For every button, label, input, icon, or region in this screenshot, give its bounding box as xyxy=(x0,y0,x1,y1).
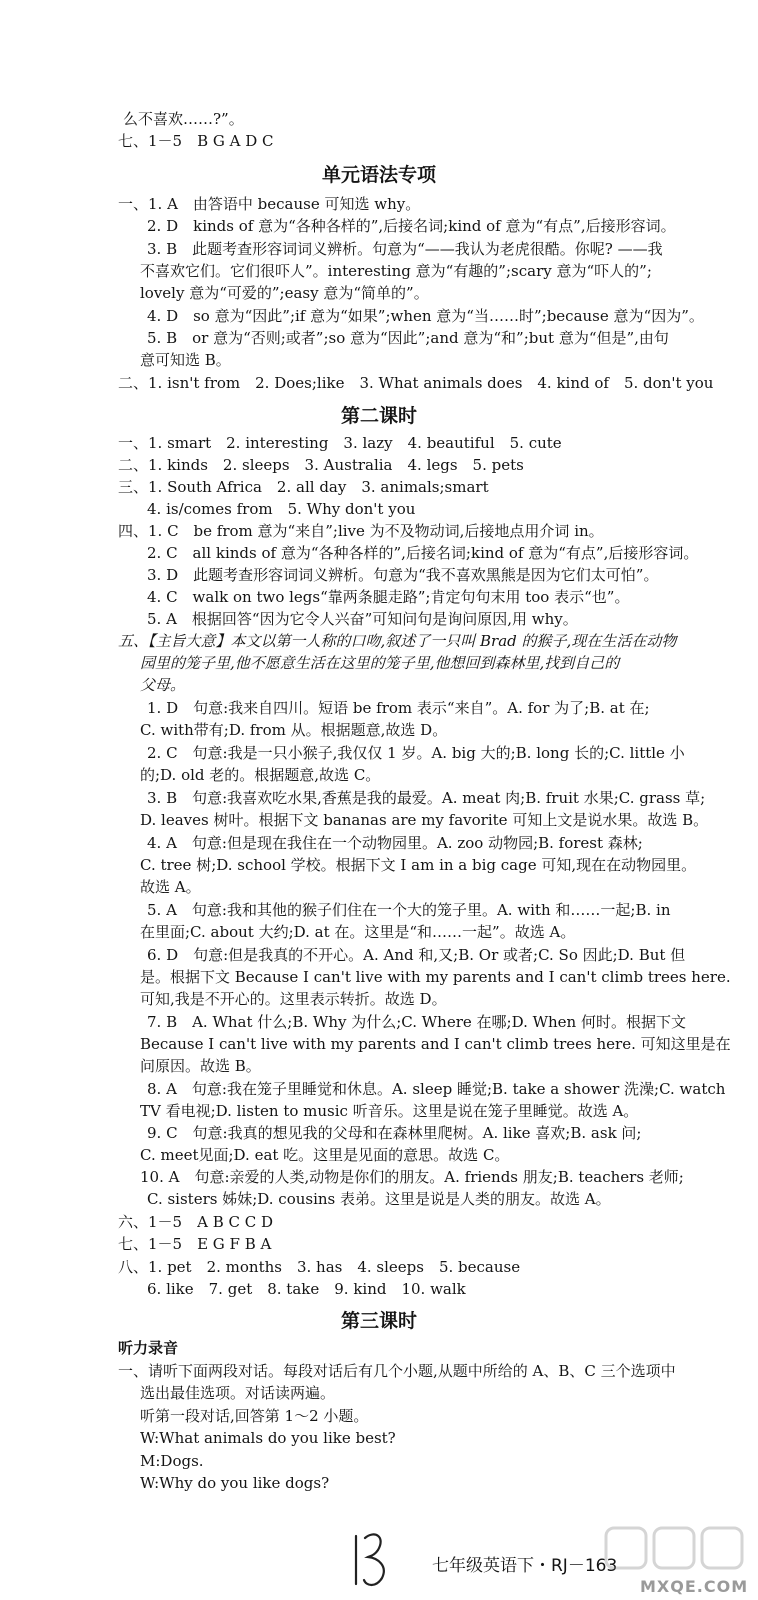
text-line: 听第一段对话,回答第 1～2 小题。 xyxy=(140,1407,369,1425)
answer-line: 二、1. isn't from 2. Does;like 3. What animals does 4. kind of 5. don't you xyxy=(118,374,714,392)
answer-line: 6. like 7. get 8. take 9. kind 10. walk xyxy=(147,1280,466,1298)
watermark-text: MXQE.COM xyxy=(640,1577,749,1596)
answer-line: 4. is/comes from 5. Why don't you xyxy=(147,500,416,518)
dialogue-line: M:Dogs. xyxy=(140,1452,204,1470)
text-line: 一、请听下面两段对话。每段对话后有几个小题,从题中所给的 A、B、C 三个选项中 xyxy=(118,1362,676,1380)
answer-line: 六、1－5 A B C C D xyxy=(118,1213,273,1231)
answer-line: 6. D 句意:但是我真的不开心。A. And 和,又;B. Or 或者;C. So 因此;D. But 但 xyxy=(147,946,686,964)
answer-line: 3. B 句意:我喜欢吃水果,香蕉是我的最爱。A. meat 肉;B. fruit 水果;C. grass 草; xyxy=(147,789,706,807)
answer-line: 2. C all kinds of 意为“各种各样的”,后接名词;kind of 意为“有点”,后接形容词。 xyxy=(147,544,699,562)
answer-line: 2. D kinds of 意为“各种各样的”,后接名词;kind of 意为“有点”,后接形容词。 xyxy=(147,217,676,235)
text-line: 么不喜欢……?”。 xyxy=(123,110,244,128)
answer-line: 3. B 此题考查形容词词义辨析。句意为“——我认为老虎很酷。你呢? ——我 xyxy=(147,240,663,258)
answer-line: 七、1－5 B G A D C xyxy=(118,132,274,150)
listening-script-title: 听力录音 xyxy=(118,1339,179,1357)
main-idea-line: 五、【主旨大意】本文以第一人称的口吻,叙述了一只叫 Brad 的猴子,现在生活在动物 xyxy=(118,632,677,650)
answer-line: 不喜欢它们。它们很吓人”。interesting 意为“有趣的”;scary 意为“吓人的”; xyxy=(140,262,652,280)
answer-line: 一、1. smart 2. interesting 3. lazy 4. beautiful 5. cute xyxy=(118,434,562,452)
answer-line: 故选 A。 xyxy=(140,878,201,896)
answer-line: 的;D. old 老的。根据题意,故选 C。 xyxy=(140,766,381,784)
answer-line: 是。根据下文 Because I can't live with my parents and I can't climb trees here. xyxy=(140,968,731,986)
answer-line: 七、1－5 E G F B A xyxy=(118,1235,272,1253)
answer-line: 1. D 句意:我来自四川。短语 be from 表示“来自”。A. for 为了;B. at 在; xyxy=(147,699,650,717)
answer-line: 10. A 句意:亲爱的人类,动物是你们的朋友。A. friends 朋友;B. teachers 老师; xyxy=(140,1168,684,1186)
answer-line: 可知,我是不开心的。这里表示转折。故选 D。 xyxy=(140,990,447,1008)
answer-line: 7. B A. What 什么;B. Why 为什么;C. Where 在哪;D. When 何时。根据下文 xyxy=(147,1013,686,1031)
answer-line: TV 看电视;D. listen to music 听音乐。这里是说在笼子里睡觉。故选 A。 xyxy=(140,1102,639,1120)
answer-line: 5. A 根据回答“因为它令人兴奋”可知问句是询问原因,用 why。 xyxy=(147,610,578,628)
answer-line: 5. B or 意为“否则;或者”;so 意为“因此”;and 意为“和”;but 意为“但是”,由句 xyxy=(147,329,669,347)
answer-line: 4. A 句意:但是现在我住在一个动物园里。A. zoo 动物园;B. forest 森林; xyxy=(147,834,643,852)
answer-line: 4. C walk on two legs“靠两条腿走路”;肯定句句末用 too 表示“也”。 xyxy=(147,588,630,606)
answer-line: C. sisters 姊妹;D. cousins 表弟。这里是说是人类的朋友。故选 A。 xyxy=(147,1190,611,1208)
answer-line: 在里面;C. about 大约;D. at 在。这里是“和……一起”。故选 A。 xyxy=(140,923,576,941)
dialogue-line: W:What animals do you like best? xyxy=(140,1429,396,1447)
handwritten-number xyxy=(348,1528,390,1590)
answer-line: 三、1. South Africa 2. all day 3. animals;smart xyxy=(118,478,489,496)
answer-line: 2. C 句意:我是一只小猴子,我仅仅 1 岁。A. big 大的;B. long 长的;C. little 小 xyxy=(147,744,685,762)
answer-line: 4. D so 意为“因此”;if 意为“如果”;when 意为“当……时”;because 意为“因为”。 xyxy=(147,307,704,325)
answer-line: C. tree 树;D. school 学校。根据下文 I am in a big cage 可知,现在在动物园里。 xyxy=(140,856,697,874)
answer-line: 八、1. pet 2. months 3. has 4. sleeps 5. because xyxy=(118,1258,521,1276)
text-line: 选出最佳选项。对话读两遍。 xyxy=(140,1384,336,1402)
section-heading-lesson-2: 第二课时 xyxy=(340,405,417,427)
section-heading-lesson-3: 第三课时 xyxy=(340,1310,417,1332)
answer-line: D. leaves 树叶。根据下文 bananas are my favorite 可知上文是说水果。故选 B。 xyxy=(140,811,709,829)
answer-line: 3. D 此题考查形容词词义辨析。句意为“我不喜欢黑熊是因为它们太可怕”。 xyxy=(147,566,659,584)
answer-line: 意可知选 B。 xyxy=(140,351,231,369)
answer-line: C. meet见面;D. eat 吃。这里是见面的意思。故选 C。 xyxy=(140,1146,510,1164)
answer-line: Because I can't live with my parents and I can't climb trees here. 可知这里是在 xyxy=(140,1035,731,1053)
page-footer-label: 七年级英语下・RJ－163 xyxy=(432,1556,618,1576)
answer-line: C. with带有;D. from 从。根据题意,故选 D。 xyxy=(140,721,448,739)
answer-line: 二、1. kinds 2. sleeps 3. Australia 4. legs 5. pets xyxy=(118,456,524,474)
answer-line: lovely 意为“可爱的”;easy 意为“简单的”。 xyxy=(140,284,429,302)
main-idea-line: 园里的笼子里,他不愿意生活在这里的笼子里,他想回到森林里,找到自己的 xyxy=(140,654,620,672)
answer-line: 问原因。故选 B。 xyxy=(140,1057,261,1075)
answer-line: 8. A 句意:我在笼子里睡觉和休息。A. sleep 睡觉;B. take a shower 洗澡;C. watch xyxy=(147,1080,726,1098)
main-idea-line: 父母。 xyxy=(140,676,186,694)
section-heading-unit-grammar: 单元语法专项 xyxy=(321,164,436,186)
answer-line: 一、1. A 由答语中 because 可知选 why。 xyxy=(118,195,421,213)
dialogue-line: W:Why do you like dogs? xyxy=(140,1474,330,1492)
answer-line: 5. A 句意:我和其他的猴子们住在一个大的笼子里。A. with 和……一起;B. in xyxy=(147,901,671,919)
answer-line: 四、1. C be from 意为“来自”;live 为不及物动词,后接地点用介词 in。 xyxy=(118,522,604,540)
answer-line: 9. C 句意:我真的想见我的父母和在森林里爬树。A. like 喜欢;B. ask 问; xyxy=(147,1124,642,1142)
